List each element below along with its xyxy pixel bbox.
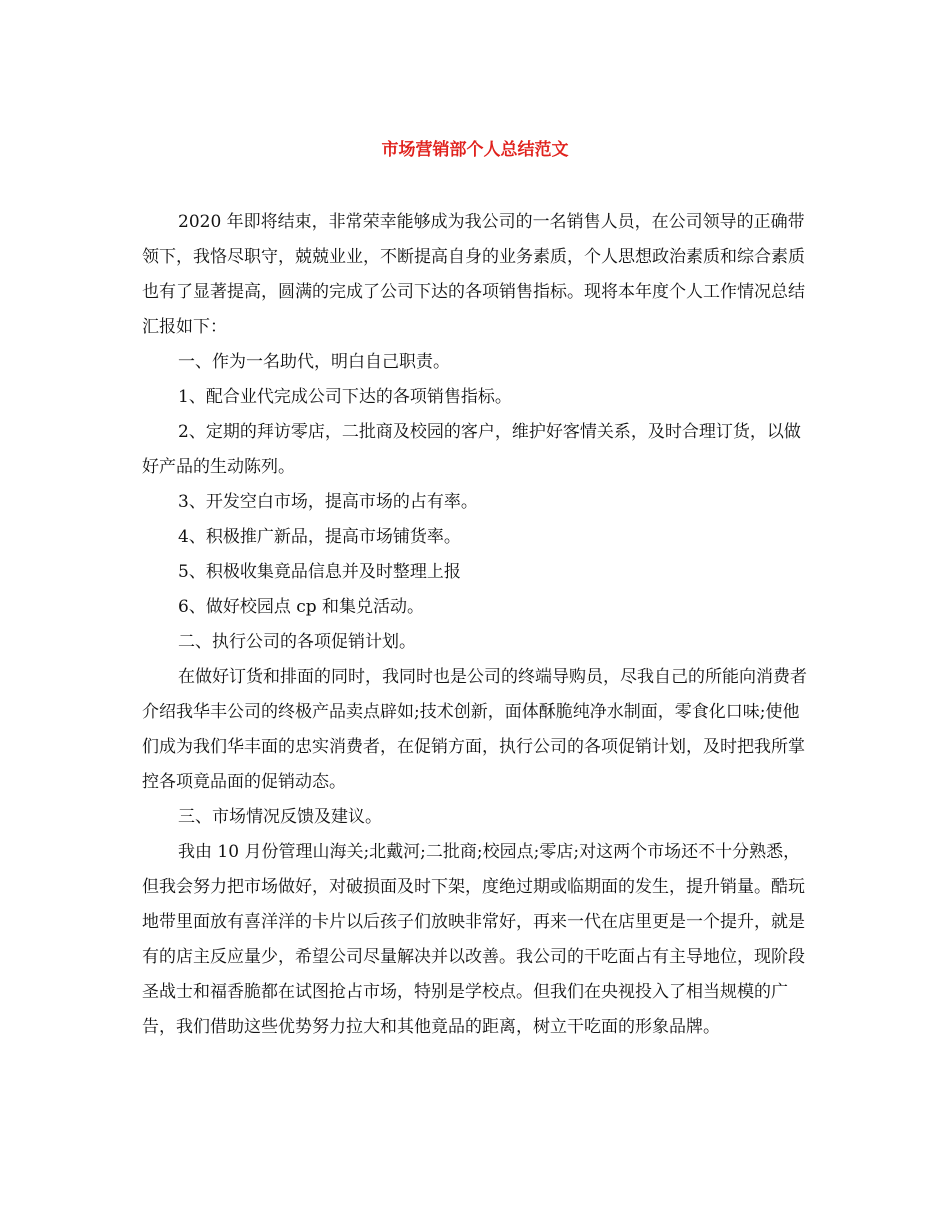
document-title: 市场营销部个人总结范文 — [381, 140, 569, 160]
paragraph-item-4: 4、积极推广新品，提高市场铺货率。 — [178, 527, 461, 547]
paragraph-section-2-heading: 二、执行公司的各项促销计划。 — [178, 632, 416, 652]
paragraph-section-3-body: 我由 10 月份管理山海关;北戴河;二批商;校园点;零店;对这两个市场还不十分熟悉，但我会努力把市场做好，对破损面及时下架，度绝过期或临期面的发生，提升销量。酷玩地带里面放有喜洋洋的卡片以后孩子们放映非常好，再来一代在店里更是一个提升，就是有的店主反应量少，希望公司尽量解决并以改善。我公司的干吃面占有主导地位，现阶段圣战士和福香脆都在试图抢占市场，特别是学校点。但我们在央视投入了相当规模的广告，我们借助这些优势努力拉大和其他竟品的距离，树立干吃面的形象品牌。 — [142, 842, 805, 1037]
paragraph-item-5: 5、积极收集竟品信息并及时整理上报 — [178, 562, 461, 582]
paragraph-item-6: 6、做好校园点 cp 和集兑活动。 — [178, 597, 425, 617]
paragraph-section-3-heading: 三、市场情况反馈及建议。 — [178, 807, 382, 827]
document-body — [142, 205, 814, 1045]
paragraph-item-3: 3、开发空白市场，提高市场的占有率。 — [178, 492, 478, 512]
paragraph-section-1-heading: 一、作为一名助代，明白自己职责。 — [178, 352, 450, 372]
paragraph-section-2-body: 在做好订货和排面的同时，我同时也是公司的终端导购员，尽我自己的所能向消费者介绍我华丰公司的终极产品卖点辟如;技术创新，面体酥脆纯净水制面，零食化口味;使他们成为我们华丰面的忠实消费者，在促销方面，执行公司的各项促销计划，及时把我所掌控各项竟品面的促销动态。 — [142, 667, 807, 792]
paragraph-item-2: 2、定期的拜访零店，二批商及校园的客户，维护好客情关系，及时合理订货，以做好产品的生动陈列。 — [142, 422, 801, 477]
paragraph-intro: 2020 年即将结束，非常荣幸能够成为我公司的一名销售人员，在公司领导的正确带领下，我恪尽职守，兢兢业业，不断提高自身的业务素质，个人思想政治素质和综合素质也有了显著提高，圆满的完成了公司下达的各项销售指标。现将本年度个人工作情况总结汇报如下： — [142, 212, 805, 337]
paragraph-item-1: 1、配合业代完成公司下达的各项销售指标。 — [178, 387, 512, 407]
